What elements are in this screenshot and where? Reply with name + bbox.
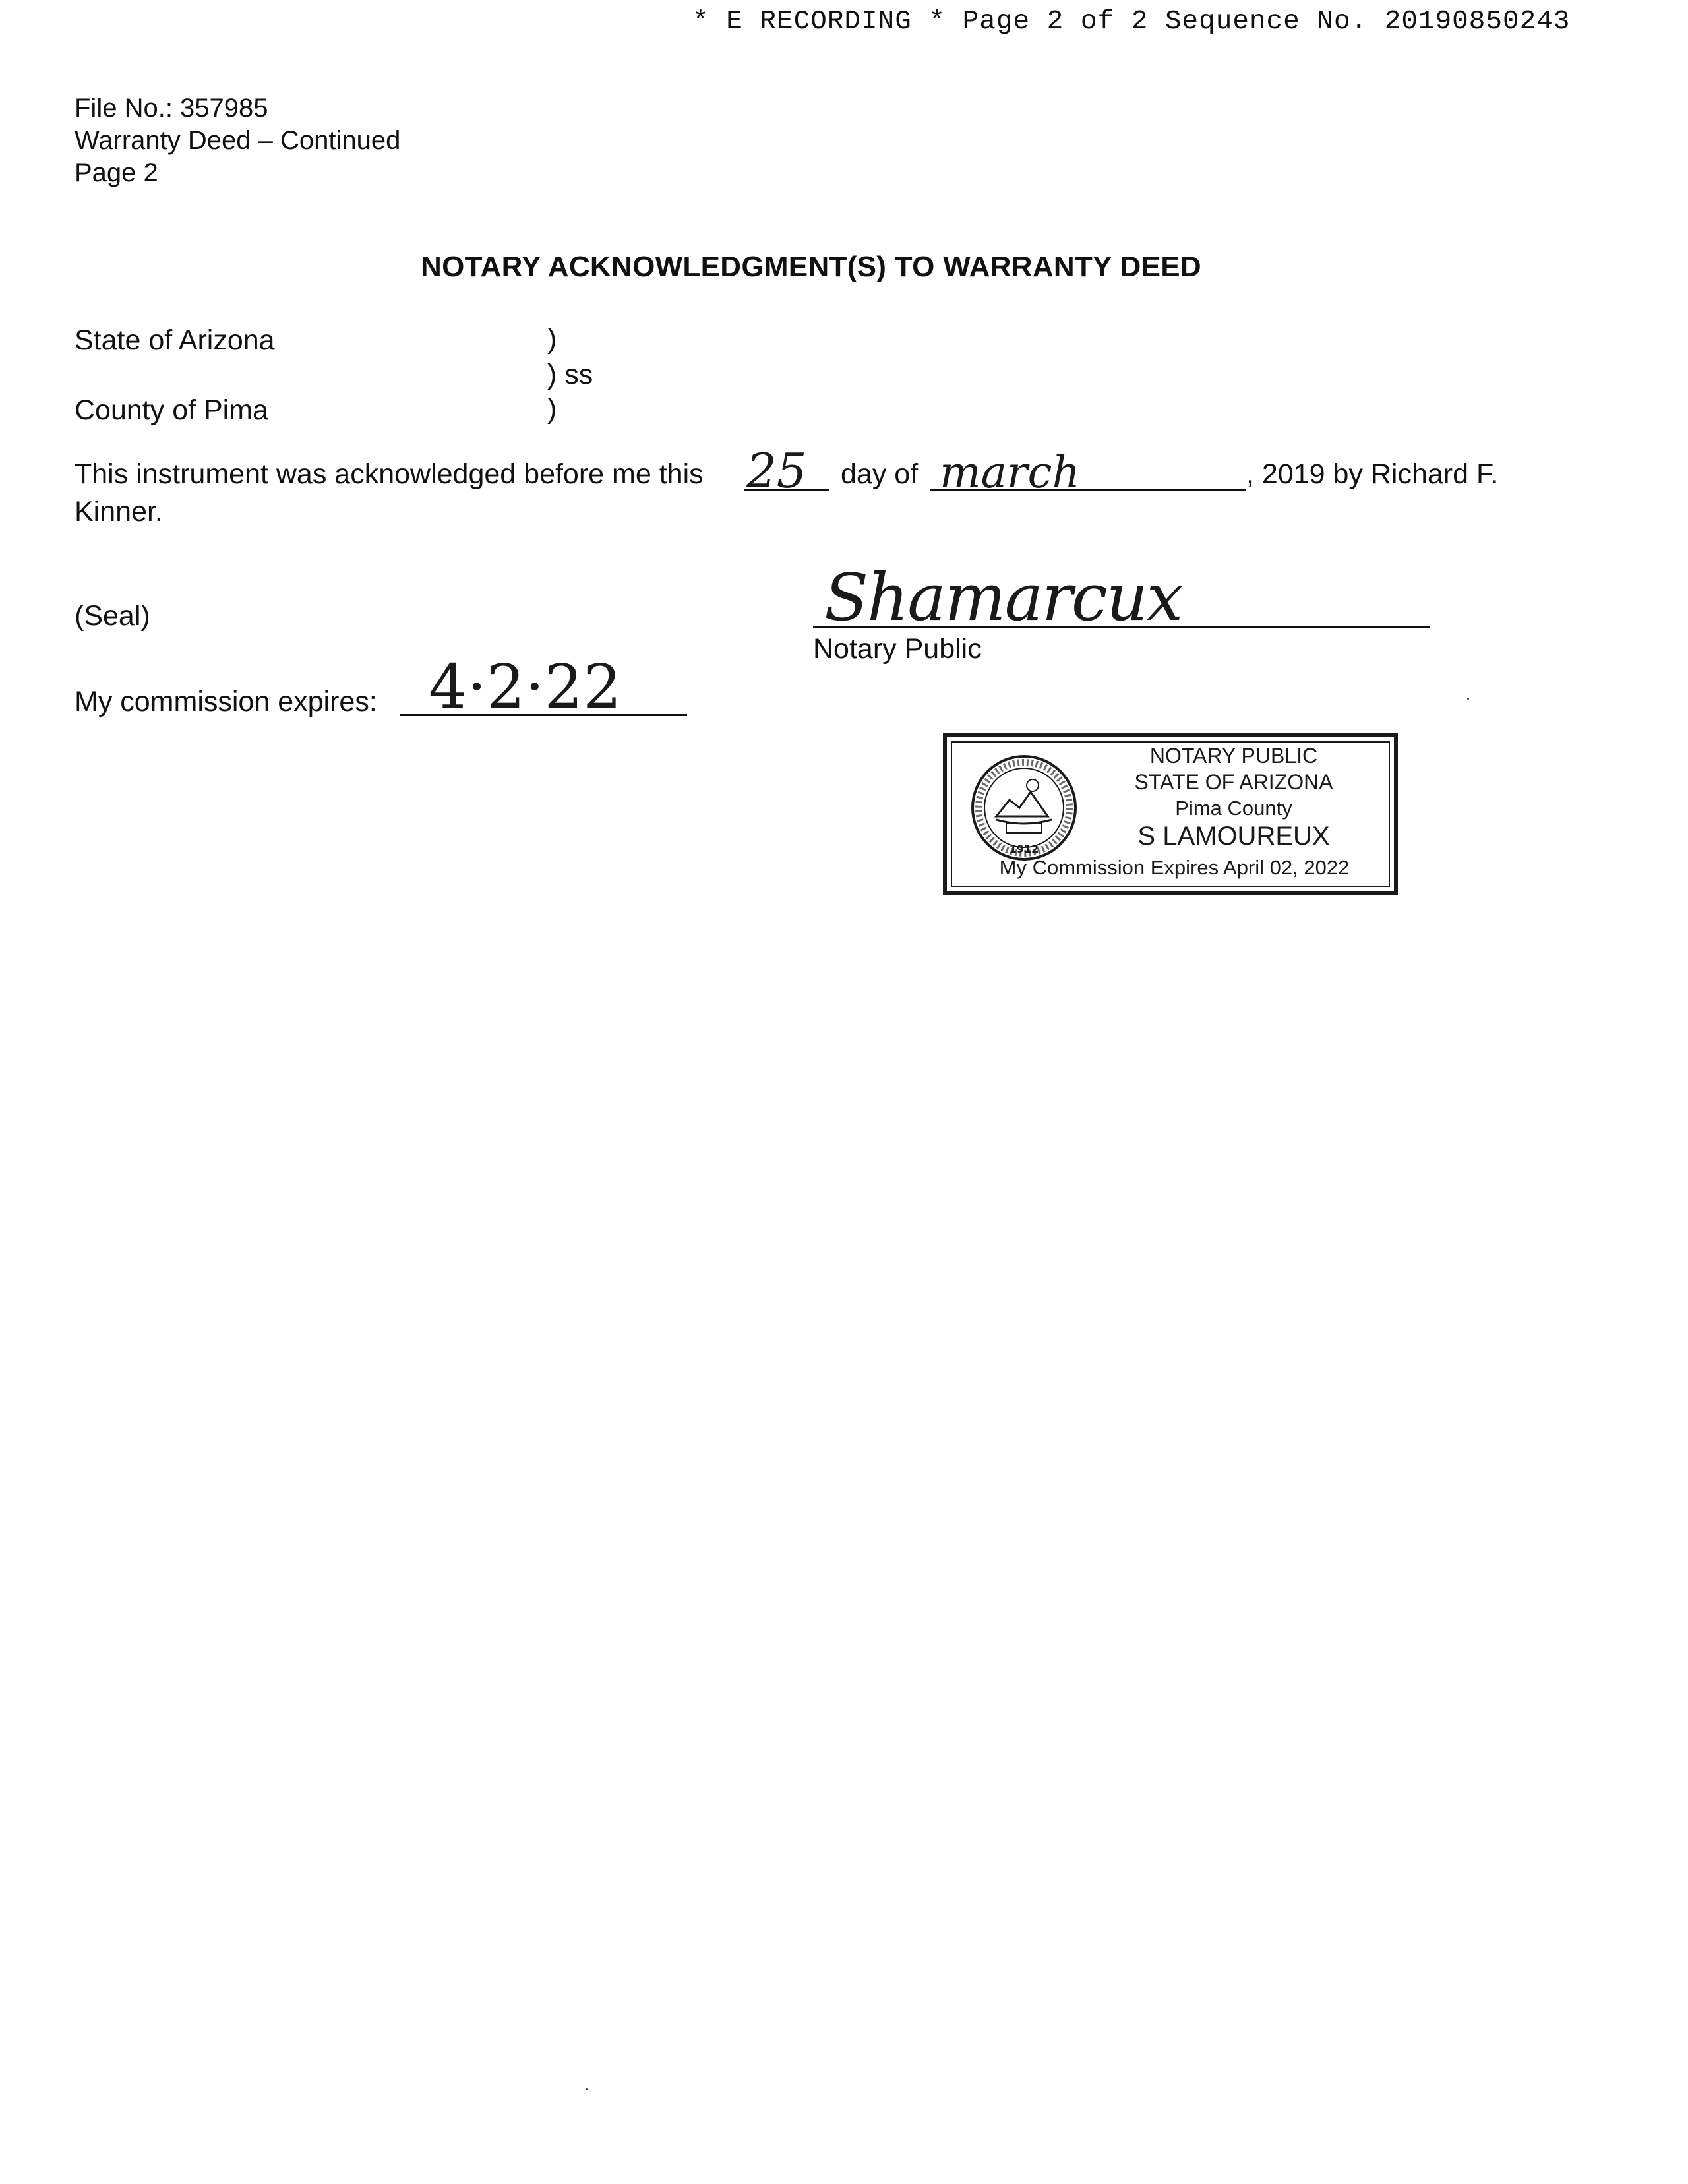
county-label: County of Pima xyxy=(75,394,268,426)
recording-header: * E RECORDING * Page 2 of 2 Sequence No. 20190850243 xyxy=(692,7,1571,37)
page-number: Page 2 xyxy=(75,158,158,187)
commission-handwritten: 4·2·22 xyxy=(429,652,622,722)
stamp-county: Pima County xyxy=(1175,797,1292,820)
notary-signature: Shamarcux xyxy=(824,561,1182,636)
acknowledgment-continuation: Kinner. xyxy=(75,496,163,528)
state-label: State of Arizona xyxy=(75,324,275,356)
document-title: Warranty Deed – Continued xyxy=(75,126,401,155)
commission-expires-label: My commission expires: xyxy=(75,686,377,717)
scan-speck xyxy=(1467,698,1469,700)
acknowledgment-line xyxy=(75,458,704,491)
page-title: NOTARY ACKNOWLEDGMENT(S) TO WARRANTY DEED xyxy=(421,251,1201,283)
day-handwritten: 25 xyxy=(746,443,807,499)
notary-public-label: Notary Public xyxy=(813,633,982,665)
stamp-notary-name: S LAMOUREUX xyxy=(1137,822,1330,851)
stamp-state: STATE OF ARIZONA xyxy=(1134,770,1333,794)
stamp-notary-public: NOTARY PUBLIC xyxy=(1149,744,1318,768)
file-number: File No.: 357985 xyxy=(75,94,268,123)
acknowledgment-suffix: , 2019 by Richard F. xyxy=(1246,458,1499,490)
svg-text:1912: 1912 xyxy=(1009,843,1039,855)
venue-paren-top: ) xyxy=(547,323,557,355)
scan-speck xyxy=(586,2088,588,2090)
venue-paren-ss: ) ss xyxy=(547,359,593,390)
stamp-commission-expires: My Commission Expires April 02, 2022 xyxy=(999,856,1350,879)
acknowledgment-prefix: This instrument was acknowledged before me this xyxy=(75,458,704,490)
notary-stamp xyxy=(943,733,1398,895)
month-handwritten: march xyxy=(940,447,1080,498)
venue-paren-bottom: ) xyxy=(547,393,557,425)
arizona-seal-icon xyxy=(970,754,1079,863)
day-of-label: day of xyxy=(841,458,919,490)
file-info xyxy=(75,92,400,189)
seal-label: (Seal) xyxy=(75,600,150,632)
